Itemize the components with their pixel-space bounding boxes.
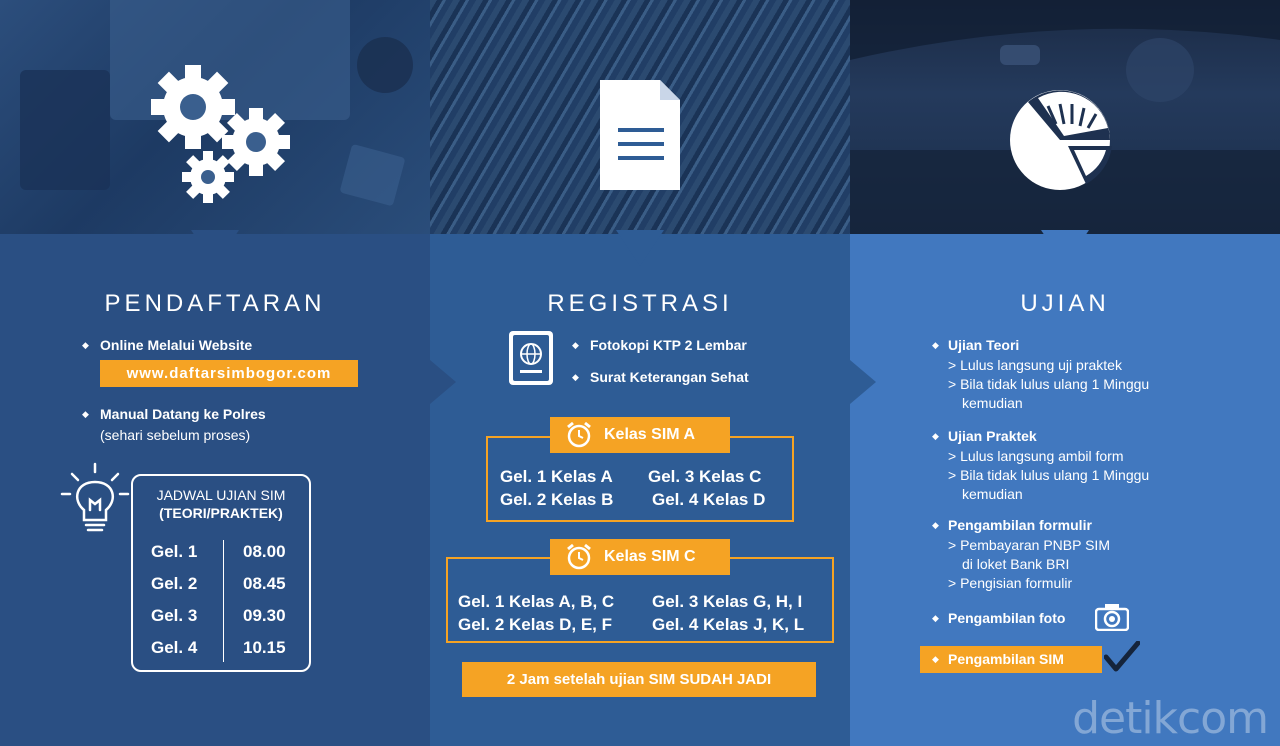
gel-item: Gel. 1 Kelas A xyxy=(500,467,613,486)
gel-item: Gel. 4 Kelas D xyxy=(652,490,766,509)
gel-item: Gel. 2 Kelas D, E, F xyxy=(458,615,613,634)
schedule-gel: Gel. 4 xyxy=(151,638,198,657)
foto-title: ◆ Pengambilan foto xyxy=(948,610,1065,626)
schedule-gel: Gel. 3 xyxy=(151,606,198,625)
sim-c-left xyxy=(458,590,614,636)
panel-notch xyxy=(191,230,239,266)
formulir-title: ◆ Pengambilan formulir xyxy=(948,517,1092,533)
teori-lines xyxy=(948,356,1149,413)
schedule-time: 10.15 xyxy=(243,638,286,657)
alarm-clock-icon xyxy=(564,542,594,572)
document-icon xyxy=(600,80,682,190)
section-heading: PENDAFTARAN xyxy=(104,290,326,317)
schedule-gel: Gel. 2 xyxy=(151,574,198,593)
camera-icon xyxy=(1095,603,1129,631)
praktek-title: ◆ Ujian Praktek xyxy=(948,428,1037,444)
website-link[interactable]: www.daftarsimbogor.com xyxy=(100,360,358,387)
lightbulb-icon xyxy=(60,462,130,538)
praktek-lines xyxy=(948,447,1149,504)
sim-pickup-badge xyxy=(920,646,1102,673)
pie-chart-icon xyxy=(1008,84,1118,194)
result-note: 2 Jam setelah ujian SIM SUDAH JADI xyxy=(462,662,816,697)
gears-icon xyxy=(148,62,298,212)
sim-c-right xyxy=(652,590,804,636)
requirement-ktp: ◆ Fotokopi KTP 2 Lembar xyxy=(590,337,747,353)
panel-notch xyxy=(616,230,664,266)
laptop-photo xyxy=(0,0,430,234)
pendaftaran-column xyxy=(0,0,430,746)
section-heading: UJIAN xyxy=(1020,290,1110,317)
schedule-time: 08.45 xyxy=(243,574,286,593)
teori-line: kemudian xyxy=(962,395,1023,411)
formulir-line: di loket Bank BRI xyxy=(962,556,1070,572)
schedule-time: 08.00 xyxy=(243,542,286,561)
schedule-title-line1: JADWAL UJIAN SIM xyxy=(156,487,286,503)
manual-label: ◆ Manual Datang ke Polres xyxy=(100,406,266,422)
section-heading: REGISTRASI xyxy=(547,290,733,317)
schedule-title-line2: (TEORI/PRAKTEK) xyxy=(159,505,283,521)
online-label: ◆ Online Melalui Website xyxy=(100,337,252,353)
schedule-title xyxy=(133,486,309,522)
sim-pickup-label: Pengambilan SIM xyxy=(948,651,1064,667)
praktek-line: kemudian xyxy=(962,486,1023,502)
panel-notch xyxy=(1041,230,1089,266)
praktek-line: > Lulus langsung ambil form xyxy=(948,448,1124,464)
checkmark-icon xyxy=(1104,641,1140,673)
praktek-line: > Bila tidak lulus ulang 1 Minggu xyxy=(948,467,1150,483)
sim-a-left xyxy=(500,465,613,511)
manual-note: (sehari sebelum proses) xyxy=(100,427,251,443)
teori-line: > Lulus langsung uji praktek xyxy=(948,357,1122,373)
flow-arrow xyxy=(850,360,876,404)
diamond-bullet-icon: ◆ xyxy=(932,654,939,664)
requirement-health: ◆ Surat Keterangan Sehat xyxy=(590,369,749,385)
sim-a-tag xyxy=(550,417,730,453)
schedule-box xyxy=(131,474,311,672)
sim-a-right xyxy=(648,465,765,511)
teori-line: > Bila tidak lulus ulang 1 Minggu xyxy=(948,376,1150,392)
gel-item: Gel. 4 Kelas J, K, L xyxy=(652,615,805,634)
gel-item: Gel. 3 Kelas G, H, I xyxy=(652,592,803,611)
passport-icon xyxy=(508,330,554,386)
formulir-line: > Pembayaran PNBP SIM xyxy=(948,537,1110,553)
gel-item: Gel. 3 Kelas C xyxy=(648,467,762,486)
formulir-lines xyxy=(948,536,1110,593)
sim-a-label: Kelas SIM A xyxy=(604,426,695,443)
registrasi-column xyxy=(430,0,850,746)
schedule-gel: Gel. 1 xyxy=(151,542,198,561)
teori-title: ◆ Ujian Teori xyxy=(948,337,1019,353)
sim-c-tag xyxy=(550,539,730,575)
flow-arrow xyxy=(430,360,456,404)
schedule-divider xyxy=(223,540,224,662)
sim-c-label: Kelas SIM C xyxy=(604,548,696,565)
gel-item: Gel. 1 Kelas A, B, C xyxy=(458,592,615,611)
brand-watermark: detikcom xyxy=(1072,693,1268,744)
schedule-time: 09.30 xyxy=(243,606,286,625)
gel-item: Gel. 2 Kelas B xyxy=(500,490,614,509)
alarm-clock-icon xyxy=(564,420,594,450)
ujian-column xyxy=(850,0,1280,746)
formulir-line: > Pengisian formulir xyxy=(948,575,1073,591)
